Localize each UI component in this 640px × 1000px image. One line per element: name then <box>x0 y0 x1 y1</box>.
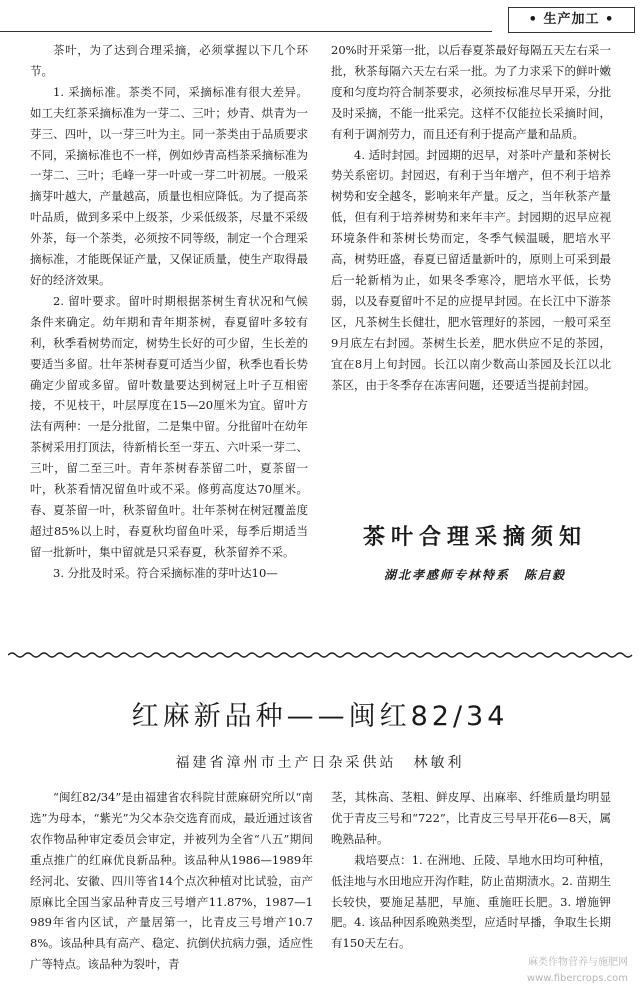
article1-column-left <box>30 40 308 584</box>
paragraph: 3. 分批及时采。符合采摘标准的芽叶达10— <box>53 565 278 580</box>
article2-title: 红麻新品种——闽红82/34 <box>131 701 509 732</box>
article2-column-right <box>331 787 611 954</box>
paragraph: 1. 采摘标准。茶类不同，采摘标准有很大差异。如工夫红茶采摘标准为一芽二、三叶；炒青、烘青为一芽三、四叶，以一芽三叶为主。同一茶类由于品质要求不同，采摘标准也不一样，例如炒青高档茶采摘标准为一芽二、三叶；毛峰一芽一叶或一芽二叶初展。一般采摘芽叶越大，产量越高，质量也相应降低。为了提高茶叶品质，做到多采中上级茶，少采低级茶，尽量不采级外茶，每一个茶类，必须按不同等级，制定一个合理采摘标准，才能既保证产量，又保证质量，使生产取得最好的经济效果。 <box>30 84 308 287</box>
paragraph: “闽红82/34”是由福建省农科院甘蔗麻研究所以“南选”为母本，“紫光”为父本杂交选育而成，最近通过该省农作物品种审定委员会审定，并被列为全省“八五”期间重点推广的红麻优良新品种。该品种从1986—1989年经河北、安徽、四川等省14个点次种植对比试验，亩产原麻比全国当家品种青皮三号增产11.87%，1987—1989年省内区试，产量居第一，比青皮三号增产10.78%。该品种具有高产、稳定、抗倒伏抗病力强，适应性广等特点。该品种为裂叶，青 <box>30 790 313 972</box>
watermark-name: 麻类作物营养与施肥网 <box>528 957 628 968</box>
paragraph: 2. 留叶要求。留叶时期根据茶树生育状况和气候条件来确定。幼年期和青年期茶树，春夏留叶多较有利，秋季看树势而定，树势生长好的可少留，生长差的要适当多留。壮年茶树春夏可适当少留，秋季也看长势确定少留或多留。留叶数量要达到树冠上叶子互相密接，不见枝干，叶层厚度在15—20厘米为宜。留叶方法有两种：一是分批留，二是集中留。分批留叶在幼年茶树采用打顶法，待新梢长至一芽五、六叶采一芽二、三叶，留二至三叶。青年茶树春茶留二叶，夏茶留一叶，秋茶看情况留鱼叶或不采。修剪高度达70厘米。春、夏茶留一叶，秋茶留鱼叶。壮年茶树在树冠覆盖度超过85%以上时，春夏秋均留鱼叶采，每季后期适当留一批新叶，集中留就是只采春夏，秋茶留养不采。 <box>30 293 308 559</box>
article2-author: 福建省漳州市土产日杂采供站 林敏利 <box>175 755 465 771</box>
section-label: • 生产加工 • <box>508 7 635 33</box>
section-divider <box>8 651 634 659</box>
paragraph: 茎，其株高、茎粗、鲜皮厚、出麻率、纤维质量均明显优于青皮三号和“722”，比青皮三号早开花6—8天，属晚熟品种。 <box>331 790 611 846</box>
paragraph: 4. 适时封园。封园期的迟早，对茶叶产量和茶树长势关系密切。封园迟，有利于当年增产，但不利于培养树势和安全越冬，影响来年产量。反之，当年秋茶产量低，但有利于培养树势和来年丰产。封园期的迟早应视环境条件和茶树长势而定，冬季气候温暖，肥培水平高，树势旺盛，春夏已留适量新叶的，原则上可采到最后一轮新梢为止，如果冬季寒冷，肥培水平低，长势弱，以及春夏留叶不足的应提早封园。在长江中下游茶区，凡茶树生长健壮，肥水管理好的茶园，一般可采至9月底左右封园。茶树生长差，肥水供应不足的茶园，宜在8月上旬封园。长江以南少数高山茶园及长江以北茶区，由于冬季存在冻害问题，还要适当提前封园。 <box>331 147 611 392</box>
article1-author: 湖北孝感师专林特系 陈启毅 <box>383 568 566 582</box>
article1-title: 茶叶合理采摘须知 <box>362 524 587 550</box>
watermark <box>468 955 628 987</box>
article1-column-right <box>331 40 611 395</box>
article2-column-left <box>30 787 313 975</box>
header-rule <box>0 31 492 32</box>
paragraph: 茶叶，为了达到合理采摘，必须掌握以下几个环节。 <box>30 43 308 78</box>
watermark-url: www.fibercrops.com <box>526 973 628 984</box>
paragraph: 栽培要点：1. 在洲地、丘陵、旱地水田均可种植，低洼地与水田地应开沟作畦，防止苗期渍水。2. 苗期生长较快，要施足基肥，早施、重施旺长肥。3. 增施钾肥。4. 该品种因系晚熟类型，应适时早播，争取生长期有150天左右。 <box>331 852 611 951</box>
paragraph: 20%时开采第一批，以后春夏茶最好每隔五天左右采一批，秋茶每隔六天左右采一批。为了力求采下的鲜叶嫩度和匀度均符合制茶要求，必须按标准尽早开采，分批及时采摘，不能一批采完。这样不仅能拉长采摘时间，有利于调剂劳力，而且还有利于提高产量和品质。 <box>331 43 611 141</box>
